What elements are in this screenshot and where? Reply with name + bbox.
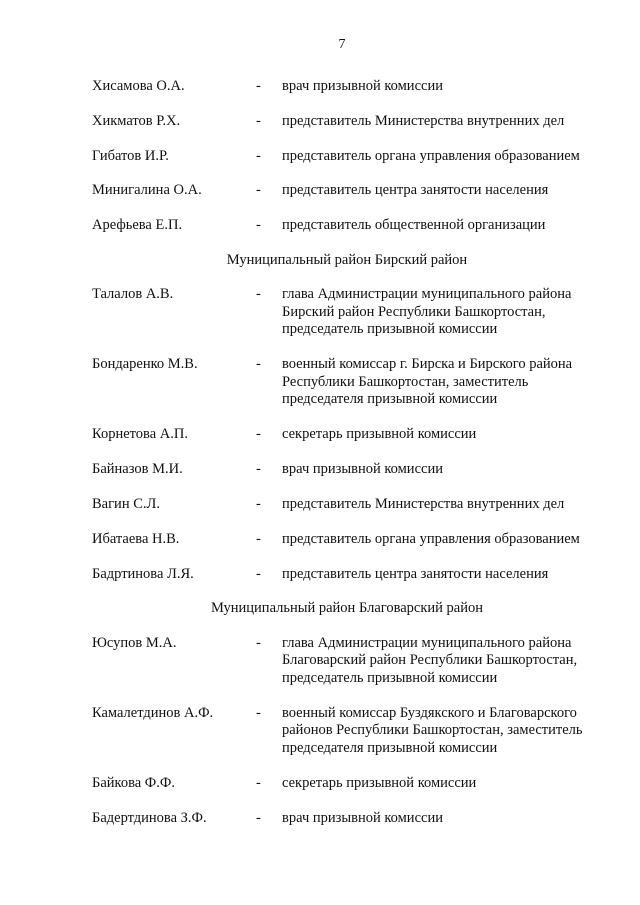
member-name: Минигалина О.А. <box>92 182 202 199</box>
member-name: Бондаренко М.В. <box>92 356 198 373</box>
member-role <box>282 635 612 688</box>
dash-separator: - <box>256 809 261 826</box>
member-row <box>92 217 612 235</box>
member-role-line: председателя призывной комиссии <box>282 391 498 408</box>
dash-separator: - <box>256 530 261 547</box>
section-heading: Муниципальный район Благоварский район <box>210 600 484 617</box>
member-role-line: Бирский район Республики Башкортостан, <box>282 303 546 320</box>
member-row <box>92 566 612 584</box>
member-row <box>92 496 612 514</box>
member-role-line: представитель органа управления образованием <box>282 147 580 164</box>
member-row <box>92 705 612 758</box>
dash-separator: - <box>256 182 261 199</box>
member-role-line: секретарь призывной комиссии <box>282 426 477 443</box>
member-row <box>92 461 612 479</box>
member-role <box>282 496 612 514</box>
member-role <box>282 705 612 758</box>
dash-separator: - <box>256 461 261 478</box>
member-name: Байкова Ф.Ф. <box>92 774 175 791</box>
member-role-line: врач призывной комиссии <box>282 809 443 826</box>
member-role <box>282 531 612 549</box>
member-name: Талалов А.В. <box>92 286 174 303</box>
member-role-line: председатель призывной комиссии <box>282 669 498 686</box>
dash-separator: - <box>256 496 261 513</box>
member-role-line: представитель центра занятости населения <box>282 565 549 582</box>
dash-separator: - <box>256 112 261 129</box>
dash-separator: - <box>256 704 261 721</box>
member-role-line: председатель призывной комиссии <box>282 321 498 338</box>
member-role-line: военный комиссар г. Бирска и Бирского района <box>282 356 573 373</box>
member-row <box>92 182 612 200</box>
member-role <box>282 426 612 444</box>
member-row <box>92 356 612 409</box>
member-role <box>282 461 612 479</box>
member-role-line: секретарь призывной комиссии <box>282 774 477 791</box>
member-role <box>282 286 612 339</box>
member-role-line: председателя призывной комиссии <box>282 739 498 756</box>
member-role-line: представитель органа управления образованием <box>282 530 580 547</box>
member-role-line: представитель Министерства внутренних дел <box>282 112 565 129</box>
member-role <box>282 78 612 96</box>
member-role-line: представитель центра занятости населения <box>282 182 549 199</box>
member-role <box>282 113 612 131</box>
member-role-line: районов Республики Башкортостан, заместитель <box>282 722 583 739</box>
member-role <box>282 775 612 793</box>
member-role-line: представитель общественной организации <box>282 217 546 234</box>
member-name: Арефьева Е.П. <box>92 217 183 234</box>
member-role-line: представитель Министерства внутренних дел <box>282 496 565 513</box>
member-role <box>282 566 612 584</box>
member-name: Корнетова А.П. <box>92 426 188 443</box>
member-role <box>282 182 612 200</box>
member-row <box>92 113 612 131</box>
section-heading: Муниципальный район Бирский район <box>226 251 468 268</box>
dash-separator: - <box>256 78 261 94</box>
member-name: Ибатаева Н.В. <box>92 530 180 547</box>
member-row <box>92 810 612 828</box>
member-row <box>92 286 612 339</box>
member-row <box>92 635 612 688</box>
dash-separator: - <box>256 356 261 373</box>
dash-separator: - <box>256 286 261 303</box>
dash-separator: - <box>256 147 261 164</box>
member-name: Хикматов Р.Х. <box>92 112 181 129</box>
member-role <box>282 217 612 235</box>
member-name: Камалетдинов А.Ф. <box>92 704 214 721</box>
member-role-line: военный комиссар Буздякского и Благоварского <box>282 704 577 721</box>
member-role-line: врач призывной комиссии <box>282 461 443 478</box>
member-name: Хисамова О.А. <box>92 78 185 94</box>
member-name: Байназов М.И. <box>92 461 183 478</box>
member-role-line: Республики Башкортостан, заместитель <box>282 373 529 390</box>
member-row <box>92 78 612 96</box>
member-role <box>282 356 612 409</box>
member-role-line: глава Администрации муниципального района <box>282 634 572 651</box>
dash-separator: - <box>256 217 261 234</box>
member-name: Юсупов М.А. <box>92 634 177 651</box>
page-number: 7 <box>338 37 346 52</box>
dash-separator: - <box>256 565 261 582</box>
dash-separator: - <box>256 634 261 651</box>
member-role <box>282 148 612 166</box>
member-name: Бадертдинова З.Ф. <box>92 809 207 826</box>
member-row <box>92 148 612 166</box>
member-row <box>92 775 612 793</box>
member-role <box>282 810 612 828</box>
member-row <box>92 426 612 444</box>
member-name: Бадртинова Л.Я. <box>92 565 194 582</box>
member-name: Гибатов И.Р. <box>92 147 169 164</box>
dash-separator: - <box>256 426 261 443</box>
member-name: Вагин С.Л. <box>92 496 160 513</box>
member-row <box>92 531 612 549</box>
member-role-line: глава Администрации муниципального района <box>282 286 572 303</box>
dash-separator: - <box>256 774 261 791</box>
member-role-line: Благоварский район Республики Башкортостан, <box>282 652 578 669</box>
commission-member-list <box>92 78 612 845</box>
member-role-line: врач призывной комиссии <box>282 78 443 94</box>
